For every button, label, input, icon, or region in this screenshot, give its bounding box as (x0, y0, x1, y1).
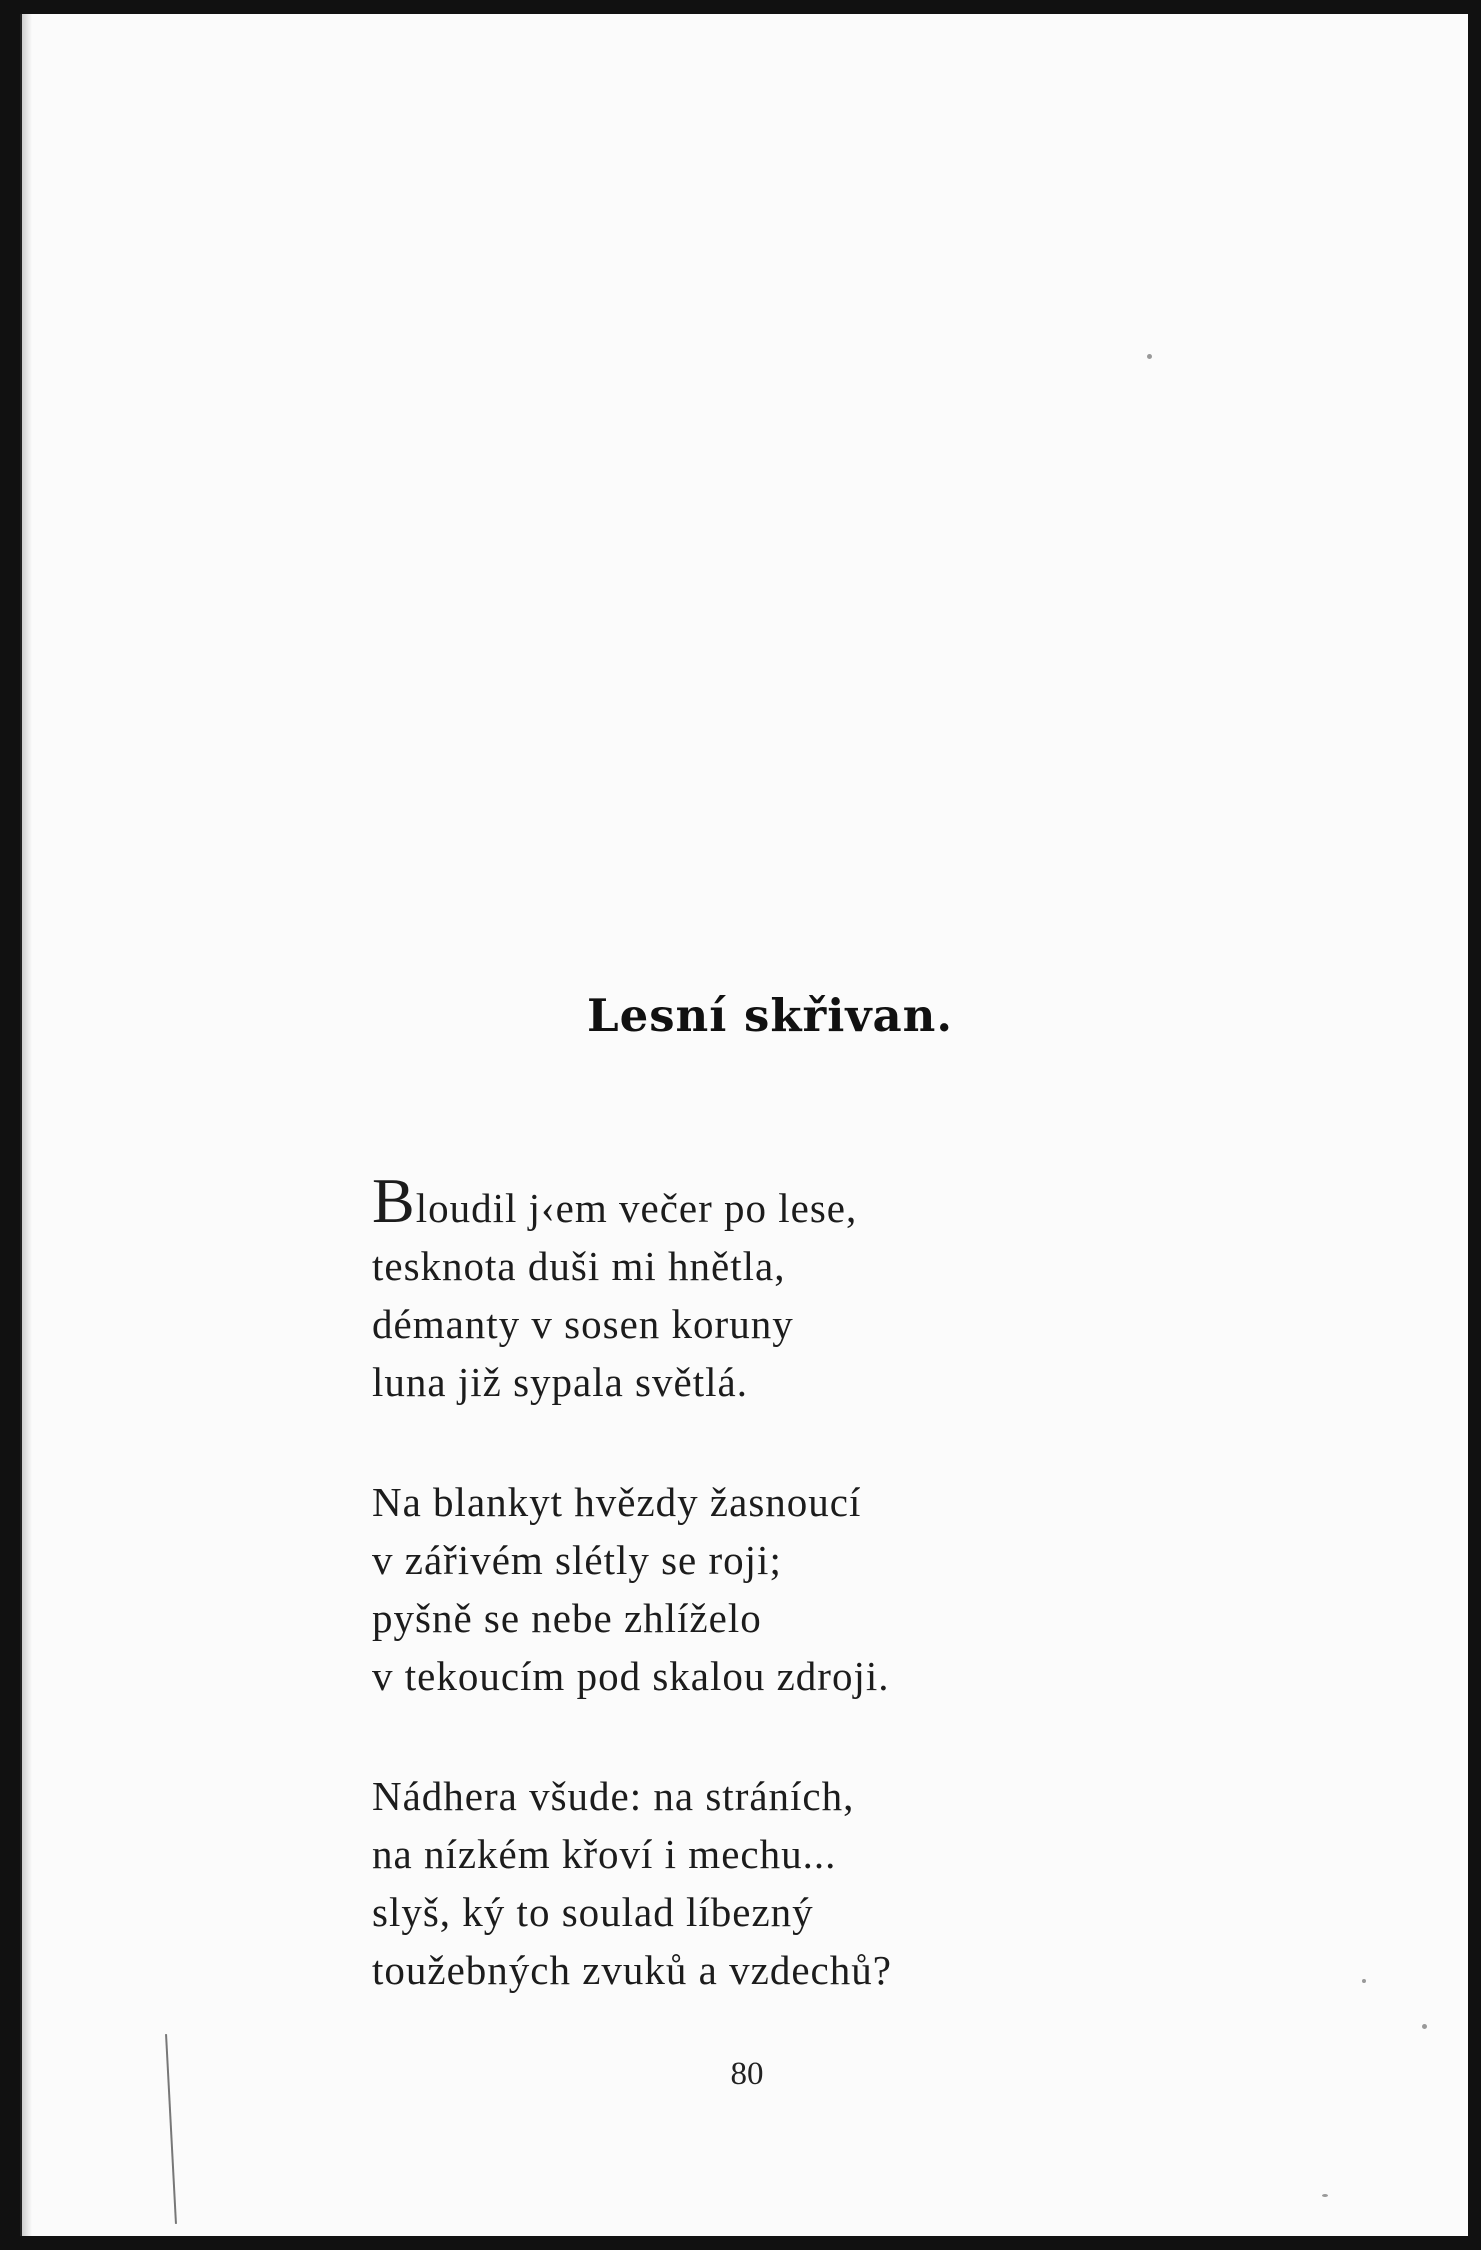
scan-speck (1422, 2024, 1427, 2029)
poem-title: Lesní skřivan. (586, 989, 954, 1042)
poem-line: na nízkém křoví i mechu... (372, 1831, 837, 1877)
drop-cap: B (372, 1165, 416, 1236)
scan-speck (1322, 2194, 1328, 2197)
stanza-1 (372, 1165, 1072, 1411)
poem-line: démanty v sosen koruny (372, 1301, 794, 1347)
page-edge-shadow (22, 14, 32, 2236)
stanza-2 (372, 1473, 1072, 1705)
scan-speck (1147, 354, 1152, 359)
book-page (20, 14, 1468, 2236)
poem-line: pyšně se nebe zhlíželo (372, 1595, 762, 1641)
poem-line: Na blankyt hvězdy žasnoucí (372, 1479, 862, 1525)
poem-line: toužebných zvuků a vzdechů? (372, 1947, 892, 1993)
poem-line (372, 1165, 1072, 1237)
poem-line: tesknota duši mi hnětla, (372, 1243, 786, 1289)
poem-line: slyš, ký to soulad líbezný (372, 1889, 814, 1935)
stanza-3 (372, 1767, 1072, 1999)
poem-line: v tekoucím pod skalou zdroji. (372, 1653, 890, 1699)
poem-body (372, 1165, 1072, 2061)
page-number: 80 (730, 2056, 764, 2092)
poem-line: luna již sypala světlá. (372, 1359, 748, 1405)
poem-line-text: loudil j‹em večer po lese, (415, 1185, 858, 1231)
scan-speck (1362, 1979, 1366, 1983)
poem-line: v zářivém slétly se roji; (372, 1537, 782, 1583)
poem-line: Nádhera všude: na stráních, (372, 1773, 855, 1819)
